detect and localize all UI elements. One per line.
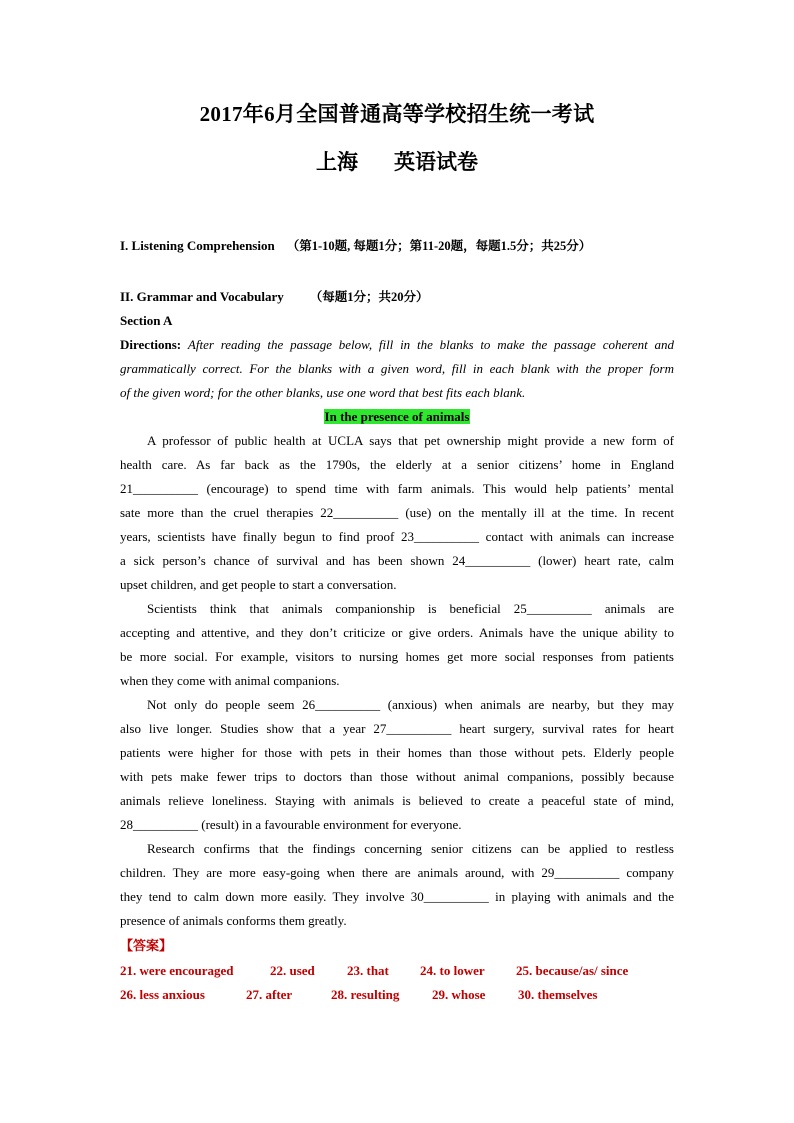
passage-line: health care. As far back as the 1790s, the elderly at a senior citizens’ home in England xyxy=(120,457,674,472)
passage-line: Research confirms that the findings concerning senior citizens can be applied to restless xyxy=(147,841,674,856)
subtitle-region: 上海 xyxy=(316,150,358,174)
passage-line: a sick person’s chance of survival and has been shown 24__________ (lower) heart rate, calm xyxy=(120,553,674,568)
passage-line: upset children, and get people to start a conversation. xyxy=(120,577,397,592)
passage-line: presence of animals conforms them greatly. xyxy=(120,913,347,928)
answer-item: 30. themselves xyxy=(518,987,598,1002)
answer-item: 29. whose xyxy=(432,987,486,1002)
part2-note: （每题1分；共20分） xyxy=(309,290,429,304)
passage-line: A professor of public health at UCLA says that pet ownership might provide a new form of xyxy=(147,433,674,448)
subtitle-subject: 英语试卷 xyxy=(394,150,478,174)
answer-row-1 xyxy=(120,959,674,983)
part1-heading-row xyxy=(120,234,674,258)
directions-label: Directions: xyxy=(120,337,182,352)
passage-body xyxy=(120,429,674,933)
passage-title: In the presence of animals xyxy=(324,409,470,424)
part1-note: （第1-10题, 每题1分；第11-20题，每题1.5分；共25分） xyxy=(286,239,592,253)
passage-line: 21__________ (encourage) to spend time with farm animals. This would help patients’ mental xyxy=(120,481,674,496)
passage-line: patients were higher for those with pets in their homes than those without pets. Elderly people xyxy=(120,745,674,760)
passage-line: Scientists think that animals companionship is beneficial 25__________ animals are xyxy=(147,601,674,616)
passage-line: animals relieve loneliness. Staying with animals is believed to create a peaceful state of mind, xyxy=(120,793,674,808)
answer-row-2 xyxy=(120,983,674,1007)
passage-line: also live longer. Studies show that a year 27__________ heart surgery, survival rates for heart xyxy=(120,721,674,736)
answer-item: 21. were encouraged xyxy=(120,963,234,978)
exam-subtitle xyxy=(0,146,794,176)
section-a-heading: Section A xyxy=(120,313,173,328)
part2-heading-row xyxy=(120,285,674,309)
passage-line: be more social. For example, visitors to nursing homes get more social responses from patients xyxy=(120,649,674,664)
answer-label: 【答案】 xyxy=(120,938,173,953)
answer-item: 23. that xyxy=(347,963,389,978)
passage-line: sate more than the cruel therapies 22__________ (use) on the mentally ill at the time. In recent xyxy=(120,505,674,520)
exam-title: 2017年6月全国普通高等学校招生统一考试 xyxy=(199,102,595,126)
answer-item: 26. less anxious xyxy=(120,987,205,1002)
passage-line: children. They are more easy-going when there are animals around, with 29__________ company xyxy=(120,865,674,880)
directions-line-2: grammatically correct. For the blanks with a given word, fill in each blank with the proper form xyxy=(120,361,674,376)
directions-line-1: Directions: After reading the passage below, fill in the blanks to make the passage coherent and xyxy=(120,337,674,352)
answer-item: 25. because/as/ since xyxy=(516,963,629,978)
passage-line: accepting and attentive, and they don’t criticize or give orders. Animals have the unique ability to xyxy=(120,625,674,640)
directions-line-3: of the given word; for the other blanks, use one word that best fits each blank. xyxy=(120,385,526,400)
answer-item: 22. used xyxy=(270,963,315,978)
answer-item: 28. resulting xyxy=(331,987,400,1002)
exam-content xyxy=(120,234,674,1007)
passage-line: years, scientists have finally begun to find proof 23__________ contact with animals can increase xyxy=(120,529,674,544)
answer-item: 24. to lower xyxy=(420,963,485,978)
passage-line: Not only do people seem 26__________ (anxious) when animals are nearby, but they may xyxy=(147,697,674,712)
part1-heading: I. Listening Comprehension xyxy=(120,238,275,253)
answer-item: 27. after xyxy=(246,987,293,1002)
passage-line: when they come with animal companions. xyxy=(120,673,340,688)
passage-line: with pets make fewer trips to doctors than those without animal companions, possibly because xyxy=(120,769,674,784)
part2-heading: II. Grammar and Vocabulary xyxy=(120,289,284,304)
passage-line: 28__________ (result) in a favourable environment for everyone. xyxy=(120,817,462,832)
passage-line: they tend to calm down more easily. They involve 30__________ in playing with animals and the xyxy=(120,889,674,904)
